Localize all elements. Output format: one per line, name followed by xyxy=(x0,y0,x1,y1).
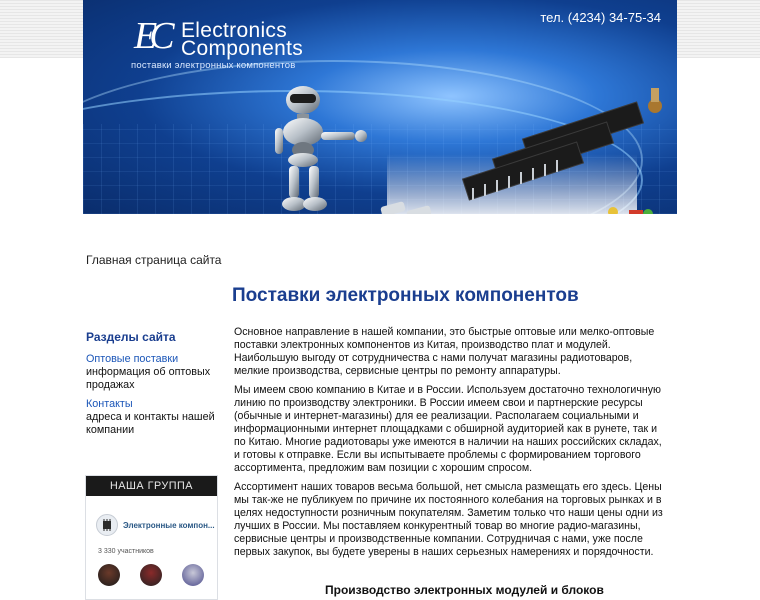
header-phone: тел. (4234) 34-75-34 xyxy=(540,10,661,25)
header-banner xyxy=(83,0,677,214)
logo-mark[interactable]: EC xyxy=(134,15,167,57)
section-subheading: Производство электронных модулей и блоков xyxy=(325,583,604,597)
content-paragraph: Ассортимент наших товаров весьма большой, нет смысла размещать его здесь. Цены мы так-же не публикуем по причине их постоянного колебания на торговых рынках и в целях недоступности розничным покупателям. Заметим только что наши цены одни из лучших в России. Мы поставляем конкурентный товар во многие радио-магазины, сервисные центры и производственные компании. Сотрудничая с нами, уже после первых закупок, вы будете уверены в наших серьезных намерениях и порядочности. xyxy=(234,481,663,558)
members-count: 3 330 участников xyxy=(98,548,154,555)
main-content xyxy=(234,326,664,565)
breadcrumb[interactable]: Главная страница сайта xyxy=(86,253,222,267)
sidebar-link-wholesale[interactable]: Оптовые поставки xyxy=(86,353,179,365)
robot-illustration xyxy=(263,84,383,214)
member-avatar[interactable] xyxy=(182,564,204,586)
member-avatars xyxy=(98,564,204,586)
logo-title-line1[interactable]: Electronics xyxy=(181,19,288,42)
sidebar-desc-contacts: адреса и контакты нашей компании xyxy=(86,411,215,436)
page-title: Поставки электронных компонентов xyxy=(232,285,579,306)
widget-title: НАША ГРУППА xyxy=(86,476,217,496)
group-link[interactable] xyxy=(96,514,215,536)
logo-title-line2[interactable]: Components xyxy=(181,37,304,60)
logo-tagline: поставки электронных компонентов xyxy=(131,60,296,71)
sidebar-heading: Разделы сайта xyxy=(86,330,176,344)
sidebar-desc-wholesale: информация об оптовых продажах xyxy=(86,366,211,391)
chip-icon xyxy=(100,518,114,532)
group-name[interactable]: Электронные компон... xyxy=(123,520,215,530)
sidebar-link-contacts[interactable]: Контакты xyxy=(86,398,133,410)
vk-group-widget xyxy=(85,475,218,600)
group-avatar[interactable] xyxy=(96,514,118,536)
content-paragraph: Основное направление в нашей компании, это быстрые оптовые или мелко-оптовые поставки электронных компонентов из Китая, производство плат и модулей. Наибольшую выгоду от сотрудничества с нами получат магазины радиотоваров, мелкие производства, сервисные центры по ремонту аппаратуры. xyxy=(234,326,655,377)
member-avatar[interactable] xyxy=(140,564,162,586)
chips-illustration xyxy=(373,88,673,214)
content-paragraph: Мы имеем свою компанию в Китае и в России. Используем достаточно технологичную линию по производству электроники. В России имеем свои и партнерские ресурсы (обычные и интернет-магазины) для ее реализации. Располагаем социальными и информационными интернет площадками с обширной аудиторией как в рунете, так и по Китаю. Многие радиотовары уже имеются в наличии на наших российских складах, и готовы к отправке. Если вы испытываете проблемы с формированием торгового ассортимента, предложим вам позиции с хорошим спросом. xyxy=(234,384,662,474)
member-avatar[interactable] xyxy=(98,564,120,586)
